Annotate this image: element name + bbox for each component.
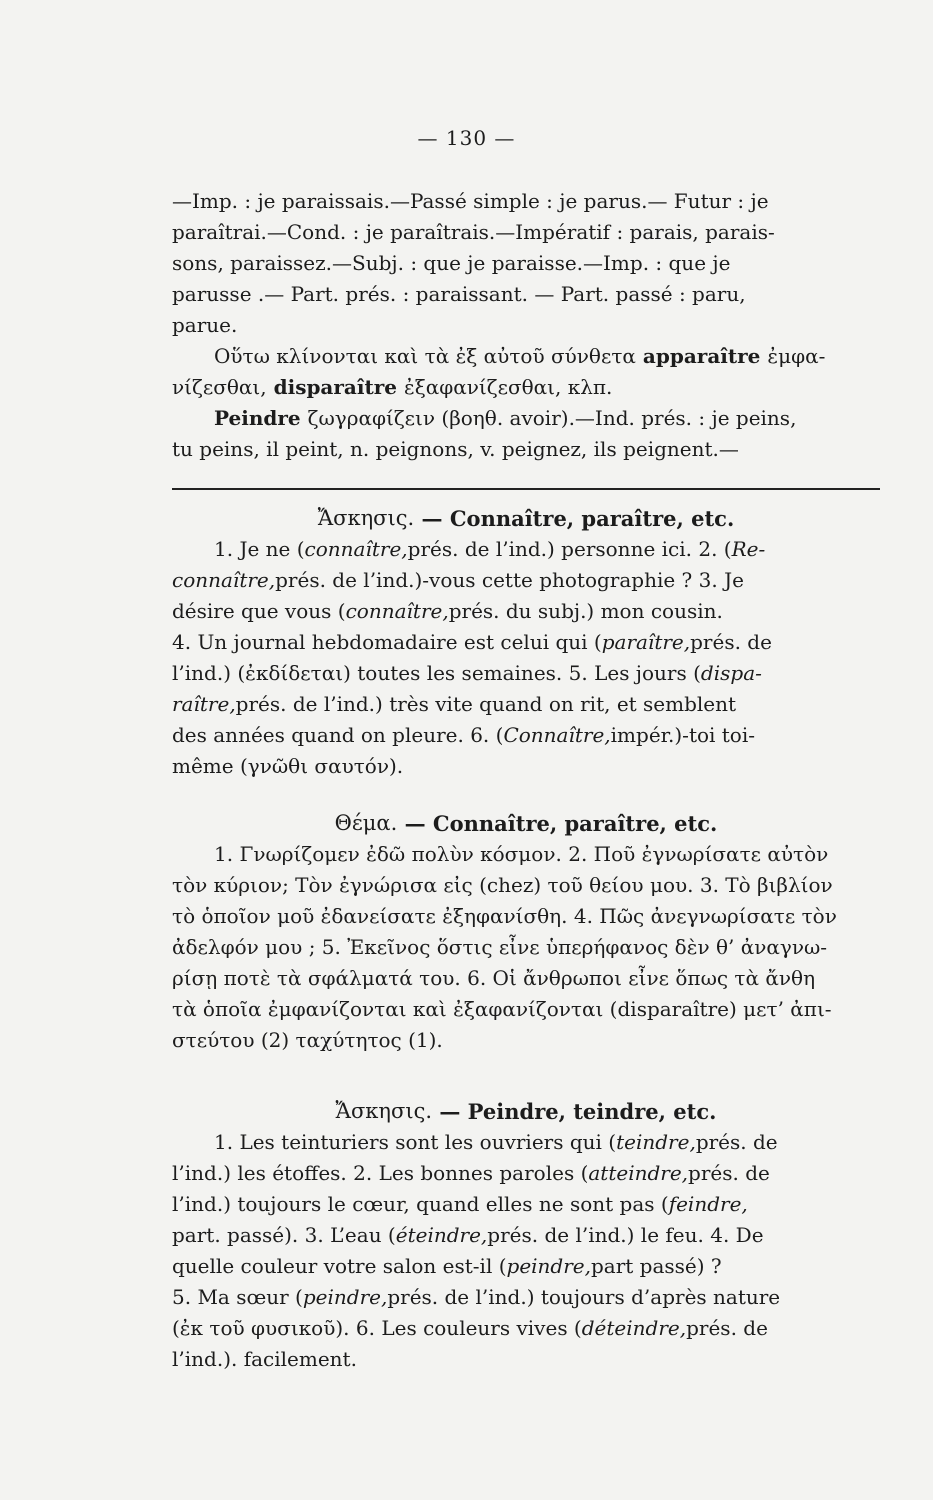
section-heading: Ἄσκησις. — Connaître, paraître, etc.: [317, 506, 735, 531]
text-line: l’ind.) (ἐκδίδεται) toutes les semaines. 5. Les jours ( dispa-: [172, 661, 762, 685]
exercise-section: [172, 1096, 880, 1375]
text-line: quelle couleur votre salon est-il ( peindre, part passé) ?: [172, 1254, 722, 1278]
conjugation-section: [172, 186, 880, 465]
text-line: tu peins, il peint, n. peignons, v. peignez, ils peignent.—: [172, 437, 739, 461]
text-line: 4. Un journal hebdomadaire est celui qui ( paraître, prés. de: [172, 630, 772, 654]
keyword: Peindre: [214, 406, 301, 430]
text-line: τὸν κύριον; Τὸν ἐγνώρισα εἰς (chez) τοῦ θείου μου. 3. Τὸ βιβλίον: [172, 873, 833, 897]
text-line: τὸ ὁποῖον μοῦ ἐδανείσατε ἐξηφανίσθη. 4. Πῶς ἀνεγνωρίσατε τὸν: [172, 904, 837, 928]
text-line: 1. Les teinturiers sont les ouvriers qui ( teindre, prés. de: [214, 1130, 778, 1154]
text-line: raître, prés. de l’ind.) très vite quand on rit, et semblent: [172, 692, 737, 716]
text-line: sons, paraissez.—Subj. : que je paraisse.—Imp. : que je: [172, 251, 731, 275]
text-line: l’ind.). facilement.: [172, 1347, 357, 1371]
divider: [172, 488, 880, 490]
section-heading: Θέμα. — Connaître, paraître, etc.: [334, 811, 718, 836]
text-line: νίζεσθαι, disparaître ἐξαφανίζεσθαι, κλπ.: [172, 372, 880, 403]
section-heading: Ἄσκησις. — Peindre, teindre, etc.: [335, 1099, 717, 1124]
keyword: apparaître: [642, 344, 761, 368]
text-line: τὰ ὁποῖα ἐμφανίζονται καὶ ἐξαφανίζονται (disparaître) μετ’ ἀπι-: [172, 997, 832, 1021]
text-line: parue.: [172, 313, 238, 337]
text-line: Οὕτω κλίνονται καὶ τὰ ἐξ αὐτοῦ σύνθετα apparaître ἐμφα-: [172, 341, 880, 372]
text-line: part. passé). 3. L’eau ( éteindre, prés. de l’ind.) le feu. 4. De: [172, 1223, 764, 1247]
text-line: ἀδελφόν μου ; 5. Ἐκεῖνος ὅστις εἶνε ὑπερήφανος δὲν θ’ ἀναγνω-: [172, 935, 828, 959]
text-line: l’ind.) les étoffes. 2. Les bonnes paroles ( atteindre, prés. de: [172, 1161, 770, 1185]
text-line: —Imp. : je paraissais.—Passé simple : je parus.— Futur : je: [172, 189, 769, 213]
text-line: des années quand on pleure. 6. ( Connaître, impér.)-toi toi-: [172, 723, 756, 747]
text-line: même (γνῶθι σαυτόν).: [172, 754, 404, 778]
text-line: 1. Je ne ( connaître, prés. de l’ind.) personne ici. 2. ( Re-: [214, 537, 766, 561]
keyword: disparaître: [273, 375, 397, 399]
page-number: — 130 —: [417, 126, 516, 150]
text-line: paraîtrai.—Cond. : je paraîtrais.—Impératif : parais, parais-: [172, 220, 775, 244]
text-line: (ἐκ τοῦ φυσικοῦ). 6. Les couleurs vives ( déteindre, prés. de: [172, 1316, 768, 1340]
text-line: l’ind.) toujours le cœur, quand elles ne sont pas ( feindre,: [172, 1192, 748, 1216]
text-line: connaître, prés. de l’ind.)-vous cette photographie ? 3. Je: [172, 568, 744, 592]
text-line: 5. Ma sœur ( peindre, prés. de l’ind.) toujours d’après nature: [172, 1285, 781, 1309]
text-line: ρίσῃ ποτὲ τὰ σφάλματά του. 6. Οἱ ἄνθρωποι εἶνε ὅπως τὰ ἄνθη: [172, 966, 816, 990]
text-line: Peindre ζωγραφίζειν (βοηθ. avoir).—Ind. prés. : je peins,: [172, 403, 880, 434]
theme-section: [172, 808, 880, 1056]
text-line: parusse .— Part. prés. : paraissant. — Part. passé : paru,: [172, 282, 746, 306]
text-line: στεύτου (2) ταχύτητος (1).: [172, 1028, 443, 1052]
exercise-section: [172, 503, 880, 782]
text-line: 1. Γνωρίζομεν ἐδῶ πολὺν κόσμον. 2. Ποῦ ἐγνωρίσατε αὐτὸν: [214, 842, 829, 866]
text-line: désire que vous ( connaître, prés. du subj.) mon cousin.: [172, 599, 723, 623]
